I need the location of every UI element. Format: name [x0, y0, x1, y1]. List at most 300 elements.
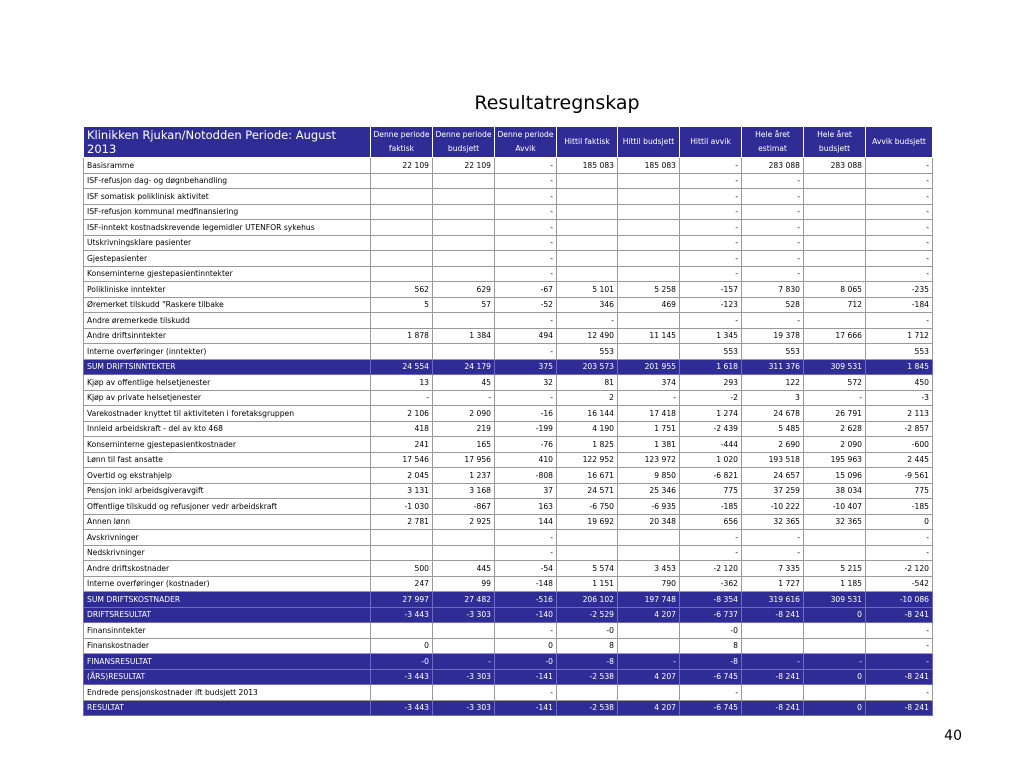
- table-cell: -: [866, 654, 933, 670]
- table-cell: 9 850: [618, 468, 680, 484]
- table-cell: 528: [742, 297, 804, 313]
- table-cell: -: [618, 390, 680, 406]
- row-label: ISF-inntekt kostnadskrevende legemidler UTENFOR sykehus: [84, 220, 371, 236]
- table-cell: 144: [495, 514, 557, 530]
- table-cell: 32 365: [804, 514, 866, 530]
- table-cell: 24 657: [742, 468, 804, 484]
- table-row: [84, 685, 933, 701]
- table-cell: 445: [433, 561, 495, 577]
- table-cell: 1 345: [680, 328, 742, 344]
- table-title: Klinikken Rjukan/Notodden Periode: August 2013: [84, 127, 371, 158]
- row-label: Lønn til fast ansatte: [84, 452, 371, 468]
- table-cell: -516: [495, 592, 557, 608]
- table-cell: -8 241: [742, 669, 804, 685]
- table-cell: 17 546: [371, 452, 433, 468]
- table-cell: 122 952: [557, 452, 618, 468]
- table-cell: 2: [557, 390, 618, 406]
- column-header: Denne periode budsjett: [433, 127, 495, 158]
- table-cell: [804, 189, 866, 205]
- table-cell: [804, 251, 866, 267]
- row-label: Nedskrivninger: [84, 545, 371, 561]
- table-cell: 17 956: [433, 452, 495, 468]
- table-cell: 553: [866, 344, 933, 360]
- table-cell: 293: [680, 375, 742, 391]
- table-cell: [618, 235, 680, 251]
- table-cell: 309 531: [804, 592, 866, 608]
- table-cell: [618, 204, 680, 220]
- table-cell: 203 573: [557, 359, 618, 375]
- table-cell: 26 791: [804, 406, 866, 422]
- table-cell: 450: [866, 375, 933, 391]
- table-cell: -185: [866, 499, 933, 515]
- table-cell: -2 538: [557, 669, 618, 685]
- table-cell: 0: [866, 514, 933, 530]
- table-body: [84, 158, 933, 716]
- table-cell: 1 384: [433, 328, 495, 344]
- table-cell: 5 215: [804, 561, 866, 577]
- row-label: Kjøp av private helsetjenester: [84, 390, 371, 406]
- table-cell: -: [495, 173, 557, 189]
- table-row: [84, 204, 933, 220]
- table-cell: 0: [804, 669, 866, 685]
- table-cell: -: [495, 685, 557, 701]
- table-cell: 32: [495, 375, 557, 391]
- table-cell: 241: [371, 437, 433, 453]
- table-cell: [557, 204, 618, 220]
- row-label: Innleid arbeidskraft - del av kto 468: [84, 421, 371, 437]
- table-cell: 0: [371, 638, 433, 654]
- row-label: Gjestepasienter: [84, 251, 371, 267]
- table-cell: -8 241: [866, 700, 933, 716]
- table-cell: 2 925: [433, 514, 495, 530]
- table-cell: 1 712: [866, 328, 933, 344]
- table-cell: -148: [495, 576, 557, 592]
- table-row: [84, 406, 933, 422]
- table-cell: 2 445: [866, 452, 933, 468]
- table-cell: -0: [557, 623, 618, 639]
- table-cell: -: [742, 251, 804, 267]
- table-cell: 22 109: [371, 158, 433, 174]
- table-cell: 24 179: [433, 359, 495, 375]
- row-label: Offentlige tilskudd og refusjoner vedr arbeidskraft: [84, 499, 371, 515]
- table-cell: -9 561: [866, 468, 933, 484]
- table-cell: -867: [433, 499, 495, 515]
- table-row: [84, 375, 933, 391]
- table-cell: [433, 189, 495, 205]
- table-cell: -0: [495, 654, 557, 670]
- table-cell: -54: [495, 561, 557, 577]
- table-cell: [433, 204, 495, 220]
- row-label: Utskrivningsklare pasienter: [84, 235, 371, 251]
- table-cell: 553: [557, 344, 618, 360]
- table-cell: 3: [742, 390, 804, 406]
- table-row: [84, 344, 933, 360]
- table-cell: -10 222: [742, 499, 804, 515]
- table-row: [84, 530, 933, 546]
- table-cell: -8 241: [742, 607, 804, 623]
- table-cell: [433, 623, 495, 639]
- table-row: [84, 468, 933, 484]
- table-row: [84, 390, 933, 406]
- table-cell: -0: [680, 623, 742, 639]
- table-cell: -: [866, 158, 933, 174]
- table-cell: [618, 638, 680, 654]
- table-cell: 1 618: [680, 359, 742, 375]
- row-label: Konserninterne gjestepasientkostnader: [84, 437, 371, 453]
- table-cell: [433, 638, 495, 654]
- table-cell: [804, 173, 866, 189]
- table-cell: 1 274: [680, 406, 742, 422]
- row-label: ISF somatisk poliklinisk aktivitet: [84, 189, 371, 205]
- column-header: Denne periode faktisk: [371, 127, 433, 158]
- row-label: ISF-refusjon dag- og døgnbehandling: [84, 173, 371, 189]
- table-cell: 572: [804, 375, 866, 391]
- table-cell: 375: [495, 359, 557, 375]
- table-row: [84, 235, 933, 251]
- table-cell: -3 443: [371, 607, 433, 623]
- table-cell: 247: [371, 576, 433, 592]
- table-cell: -: [742, 220, 804, 236]
- row-label: ISF-refusjon kommunal medfinansiering: [84, 204, 371, 220]
- table-cell: 163: [495, 499, 557, 515]
- table-cell: [618, 685, 680, 701]
- table-row: [84, 421, 933, 437]
- table-cell: 775: [866, 483, 933, 499]
- table-cell: -: [742, 204, 804, 220]
- table-cell: -: [495, 390, 557, 406]
- table-cell: -8: [680, 654, 742, 670]
- table-cell: -: [433, 654, 495, 670]
- table-cell: [742, 638, 804, 654]
- table-cell: 775: [680, 483, 742, 499]
- table-cell: [433, 251, 495, 267]
- table-cell: -: [742, 173, 804, 189]
- table-cell: 12 490: [557, 328, 618, 344]
- table-cell: 37 259: [742, 483, 804, 499]
- column-header: Hele året budsjett: [804, 127, 866, 158]
- table-cell: 311 376: [742, 359, 804, 375]
- table-cell: 27 997: [371, 592, 433, 608]
- table-cell: -235: [866, 282, 933, 298]
- table-cell: 629: [433, 282, 495, 298]
- table-cell: -: [866, 189, 933, 205]
- table-cell: -184: [866, 297, 933, 313]
- table-cell: -8 354: [680, 592, 742, 608]
- table-cell: 5 258: [618, 282, 680, 298]
- table-cell: 410: [495, 452, 557, 468]
- table-row: [84, 189, 933, 205]
- column-header: Hele året estimat: [742, 127, 804, 158]
- table-cell: [804, 235, 866, 251]
- table-row: [84, 452, 933, 468]
- table-cell: [433, 685, 495, 701]
- table-row: [84, 437, 933, 453]
- table-cell: 1 727: [742, 576, 804, 592]
- table-cell: 193 518: [742, 452, 804, 468]
- table-cell: -3 443: [371, 700, 433, 716]
- table-cell: 13: [371, 375, 433, 391]
- table-cell: -362: [680, 576, 742, 592]
- row-label: Kjøp av offentlige helsetjenester: [84, 375, 371, 391]
- table-cell: [557, 189, 618, 205]
- table-cell: [742, 623, 804, 639]
- table-cell: [371, 189, 433, 205]
- row-label: Polikliniske inntekter: [84, 282, 371, 298]
- table-cell: 45: [433, 375, 495, 391]
- table-cell: [804, 685, 866, 701]
- table-cell: 469: [618, 297, 680, 313]
- table-cell: -: [680, 251, 742, 267]
- table-cell: 19 378: [742, 328, 804, 344]
- table-cell: -: [866, 235, 933, 251]
- table-row: [84, 545, 933, 561]
- table-cell: 16 144: [557, 406, 618, 422]
- table-cell: 38 034: [804, 483, 866, 499]
- table-cell: [618, 266, 680, 282]
- table-cell: [804, 220, 866, 236]
- table-cell: [371, 685, 433, 701]
- table-cell: -8: [557, 654, 618, 670]
- table-cell: [804, 623, 866, 639]
- table-cell: 20 348: [618, 514, 680, 530]
- summary-row: [84, 607, 933, 623]
- column-header: Avvik budsjett: [866, 127, 933, 158]
- table-cell: -2 529: [557, 607, 618, 623]
- table-cell: [557, 685, 618, 701]
- table-cell: -: [680, 173, 742, 189]
- table-cell: 32 365: [742, 514, 804, 530]
- table-cell: 99: [433, 576, 495, 592]
- row-label: SUM DRIFTSINNTEKTER: [84, 359, 371, 375]
- table-cell: -: [680, 220, 742, 236]
- table-cell: 185 083: [618, 158, 680, 174]
- table-cell: [433, 173, 495, 189]
- table-cell: 418: [371, 421, 433, 437]
- table-cell: -: [680, 545, 742, 561]
- table-cell: 195 963: [804, 452, 866, 468]
- table-cell: 4 190: [557, 421, 618, 437]
- row-label: Andre driftsinntekter: [84, 328, 371, 344]
- table-header: [84, 127, 933, 158]
- table-cell: -: [680, 266, 742, 282]
- table-cell: 562: [371, 282, 433, 298]
- table-cell: -1 030: [371, 499, 433, 515]
- table-cell: 4 207: [618, 607, 680, 623]
- table-cell: -: [742, 530, 804, 546]
- table-cell: 283 088: [804, 158, 866, 174]
- table-cell: [371, 344, 433, 360]
- table-cell: -: [866, 685, 933, 701]
- table-cell: -: [804, 654, 866, 670]
- table-cell: -3 303: [433, 700, 495, 716]
- table-cell: 201 955: [618, 359, 680, 375]
- row-label: Andre øremerkede tilskudd: [84, 313, 371, 329]
- table-cell: 346: [557, 297, 618, 313]
- row-label: Interne overføringer (kostnader): [84, 576, 371, 592]
- row-label: FINANSRESULTAT: [84, 654, 371, 670]
- table-cell: 1 878: [371, 328, 433, 344]
- table-cell: [371, 545, 433, 561]
- row-label: (ÅRS)RESULTAT: [84, 669, 371, 685]
- table-row: [84, 297, 933, 313]
- table-cell: 1 845: [866, 359, 933, 375]
- table-row: [84, 561, 933, 577]
- table-cell: [804, 266, 866, 282]
- table-cell: -: [433, 390, 495, 406]
- table-cell: [433, 220, 495, 236]
- table-cell: 2 690: [742, 437, 804, 453]
- table-cell: -141: [495, 700, 557, 716]
- table-cell: -6 745: [680, 700, 742, 716]
- table-cell: [433, 266, 495, 282]
- table-cell: 2 106: [371, 406, 433, 422]
- table-cell: 17 666: [804, 328, 866, 344]
- table-cell: -6 750: [557, 499, 618, 515]
- table-cell: 19 692: [557, 514, 618, 530]
- table-row: [84, 220, 933, 236]
- table-row: [84, 313, 933, 329]
- table-cell: -: [866, 266, 933, 282]
- table-cell: -: [495, 158, 557, 174]
- table-cell: 5: [371, 297, 433, 313]
- table-cell: -199: [495, 421, 557, 437]
- table-row: [84, 638, 933, 654]
- table-cell: -: [495, 313, 557, 329]
- table-cell: 2 090: [804, 437, 866, 453]
- table-cell: 4 207: [618, 669, 680, 685]
- table-cell: 17 418: [618, 406, 680, 422]
- table-cell: [618, 530, 680, 546]
- table-cell: 1 020: [680, 452, 742, 468]
- table-cell: [557, 251, 618, 267]
- row-label: Pensjon inkl arbeidsgiveravgift: [84, 483, 371, 499]
- table-cell: -: [680, 235, 742, 251]
- table-cell: -6 745: [680, 669, 742, 685]
- table-cell: -185: [680, 499, 742, 515]
- table-cell: [557, 545, 618, 561]
- table-cell: [804, 530, 866, 546]
- table-cell: -140: [495, 607, 557, 623]
- summary-row: [84, 592, 933, 608]
- table-cell: -8 241: [866, 669, 933, 685]
- table-row: [84, 282, 933, 298]
- table-row: [84, 483, 933, 499]
- table-cell: -: [742, 189, 804, 205]
- table-cell: -: [680, 685, 742, 701]
- row-label: Andre driftskostnader: [84, 561, 371, 577]
- table-cell: -: [866, 173, 933, 189]
- table-cell: [433, 545, 495, 561]
- table-cell: 0: [804, 700, 866, 716]
- table-cell: -: [557, 313, 618, 329]
- table-cell: -: [495, 189, 557, 205]
- table-cell: -3: [866, 390, 933, 406]
- table-cell: [371, 235, 433, 251]
- table-cell: 656: [680, 514, 742, 530]
- table-cell: 57: [433, 297, 495, 313]
- table-cell: [618, 623, 680, 639]
- table-cell: -76: [495, 437, 557, 453]
- table-cell: 1 381: [618, 437, 680, 453]
- table-cell: -8 241: [742, 700, 804, 716]
- table-cell: 319 616: [742, 592, 804, 608]
- table-cell: -: [680, 313, 742, 329]
- table-cell: 122: [742, 375, 804, 391]
- table-cell: 206 102: [557, 592, 618, 608]
- table-cell: 1 185: [804, 576, 866, 592]
- table-cell: 5 574: [557, 561, 618, 577]
- table-cell: [557, 235, 618, 251]
- table-cell: -6 737: [680, 607, 742, 623]
- table-cell: 2 090: [433, 406, 495, 422]
- table-cell: 5 485: [742, 421, 804, 437]
- table-cell: -: [680, 158, 742, 174]
- table-cell: 8 065: [804, 282, 866, 298]
- table-cell: 219: [433, 421, 495, 437]
- table-cell: -: [495, 266, 557, 282]
- table-cell: -: [866, 638, 933, 654]
- table-cell: -10 086: [866, 592, 933, 608]
- table-cell: [371, 266, 433, 282]
- table-cell: -: [371, 390, 433, 406]
- table-cell: 27 482: [433, 592, 495, 608]
- table-cell: [804, 204, 866, 220]
- table-cell: 3 168: [433, 483, 495, 499]
- table-cell: [433, 235, 495, 251]
- table-cell: [618, 220, 680, 236]
- table-cell: -: [742, 235, 804, 251]
- table-cell: -8 241: [866, 607, 933, 623]
- summary-row: [84, 654, 933, 670]
- results-table: [83, 126, 933, 716]
- row-label: RESULTAT: [84, 700, 371, 716]
- table-cell: [618, 173, 680, 189]
- table-cell: 123 972: [618, 452, 680, 468]
- table-cell: [618, 545, 680, 561]
- table-cell: 2 781: [371, 514, 433, 530]
- table-row: [84, 328, 933, 344]
- table-cell: -: [495, 204, 557, 220]
- row-label: Finanskostnader: [84, 638, 371, 654]
- table-cell: 37: [495, 483, 557, 499]
- table-cell: -141: [495, 669, 557, 685]
- column-header: Hittil budsjett: [618, 127, 680, 158]
- row-label: Konserninterne gjestepasientinntekter: [84, 266, 371, 282]
- table-cell: 165: [433, 437, 495, 453]
- table-cell: -157: [680, 282, 742, 298]
- table-cell: 197 748: [618, 592, 680, 608]
- table-cell: [804, 313, 866, 329]
- row-label: Overtid og ekstrahjelp: [84, 468, 371, 484]
- table-cell: [371, 220, 433, 236]
- table-cell: -: [495, 530, 557, 546]
- table-cell: [557, 530, 618, 546]
- row-label: Finansinntekter: [84, 623, 371, 639]
- table-cell: 553: [742, 344, 804, 360]
- table-cell: -: [680, 189, 742, 205]
- table-cell: 1 751: [618, 421, 680, 437]
- table-cell: 1 151: [557, 576, 618, 592]
- table-cell: [433, 313, 495, 329]
- table-cell: -0: [371, 654, 433, 670]
- table-cell: -67: [495, 282, 557, 298]
- table-cell: -: [618, 654, 680, 670]
- slide-title: Resultatregnskap: [474, 92, 640, 114]
- table-cell: -: [680, 530, 742, 546]
- table-cell: 0: [804, 607, 866, 623]
- row-label: Basisramme: [84, 158, 371, 174]
- table-cell: 0: [495, 638, 557, 654]
